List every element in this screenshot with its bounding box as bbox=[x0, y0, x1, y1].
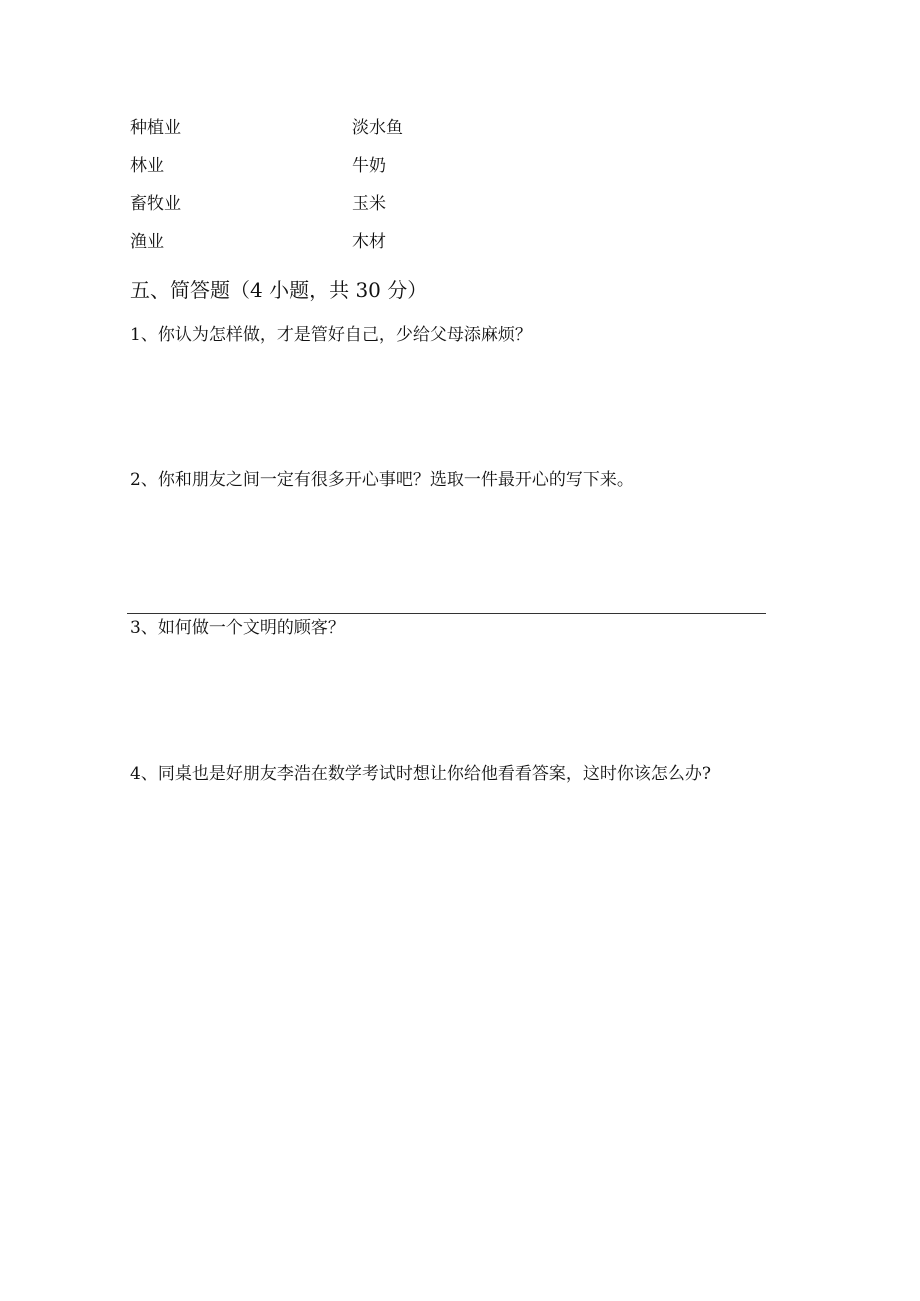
matching-left-item: 种植业 bbox=[130, 118, 181, 138]
question-2: 2、你和朋友之间一定有很多开心事吧？选取一件最开心的写下来。 bbox=[130, 470, 634, 490]
matching-left-item: 渔业 bbox=[130, 232, 164, 252]
matching-row bbox=[130, 189, 530, 219]
question-4: 4、同桌也是好朋友李浩在数学考试时想让你给他看看答案，这时你该怎么办? bbox=[130, 764, 711, 784]
matching-right-item: 玉米 bbox=[352, 194, 386, 214]
question-1: 1、你认为怎样做，才是管好自己，少给父母添麻烦？ bbox=[130, 325, 532, 345]
matching-left-item: 林业 bbox=[130, 156, 164, 176]
section-title: 五、简答题（4 小题，共 30 分） bbox=[130, 278, 428, 302]
matching-right-item: 淡水鱼 bbox=[352, 118, 403, 138]
matching-right-item: 木材 bbox=[352, 232, 386, 252]
matching-left-item: 畜牧业 bbox=[130, 194, 181, 214]
matching-right-item: 牛奶 bbox=[352, 156, 386, 176]
matching-row bbox=[130, 227, 530, 257]
matching-row bbox=[130, 151, 530, 181]
question-3: 3、如何做一个文明的顾客？ bbox=[130, 618, 345, 638]
matching-row bbox=[130, 113, 530, 143]
